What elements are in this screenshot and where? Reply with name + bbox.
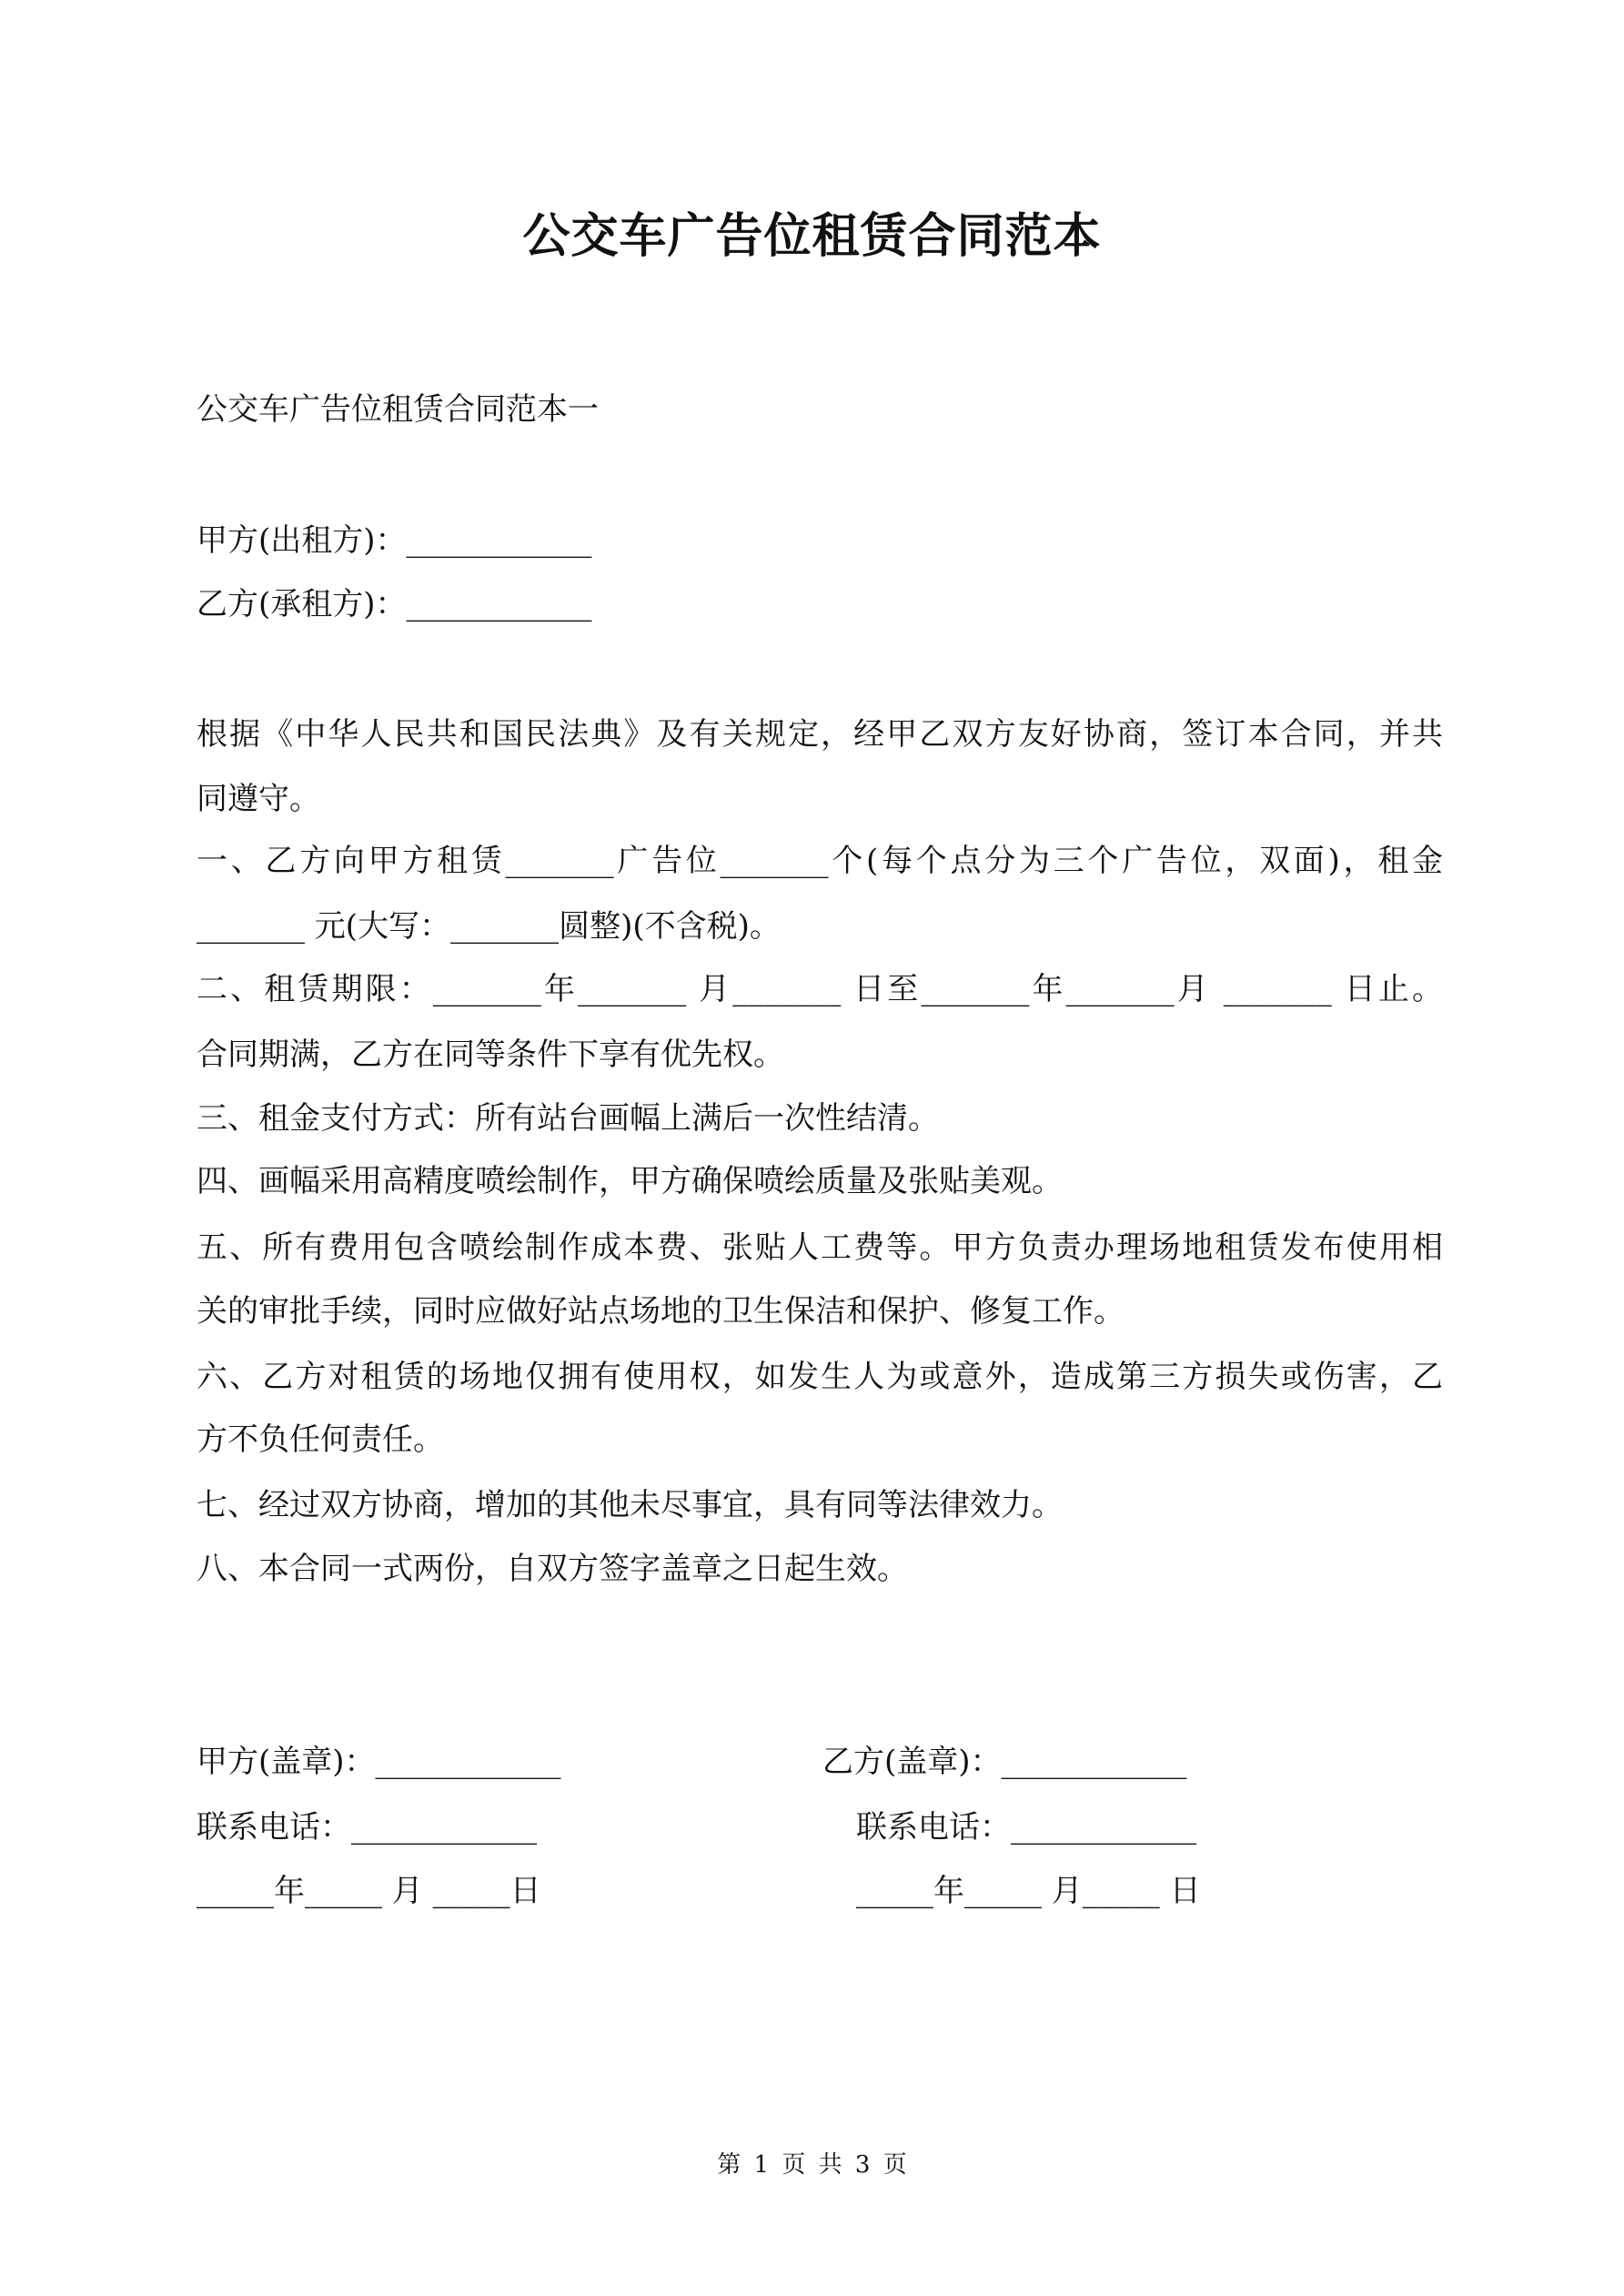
- clause-3: 三、租金支付方式：所有站台画幅上满后一次性结清。: [197, 1100, 939, 1137]
- clause-1-line-2: _______ 元(大写：_______圆整)(不含税)。: [197, 908, 781, 945]
- clause-6-line-1: 六、乙方对租赁的场地仅拥有使用权，如发生人为或意外，造成第三方损失或伤害，乙: [197, 1359, 1443, 1395]
- party-a-seal: 甲方(盖章)：____________: [197, 1744, 561, 1780]
- party-a-date: _____年_____ 月 _____日: [197, 1873, 541, 1909]
- section-heading: 公交车广告位租赁合同范本一: [197, 391, 599, 428]
- party-b-phone: 联系电话：____________: [856, 1809, 1196, 1846]
- party-b-seal: 乙方(盖章)：____________: [822, 1744, 1187, 1780]
- page-number: 第 1 页 共 3 页: [717, 2151, 907, 2179]
- clause-5-line-1: 五、所有费用包含喷绘制作成本费、张贴人工费等。甲方负责办理场地租赁发布使用相: [197, 1229, 1443, 1266]
- party-b-line: 乙方(承租方)：____________: [197, 586, 592, 622]
- document-title: 公交车广告位租赁合同范本: [522, 208, 1102, 264]
- clause-7: 七、经过双方协商，增加的其他未尽事宜，具有同等法律效力。: [197, 1487, 1063, 1523]
- clause-6-line-2: 方不负任何责任。: [197, 1421, 444, 1458]
- preamble-line-1: 根据《中华人民共和国民法典》及有关规定，经甲乙双方友好协商，签订本合同，并共: [197, 716, 1443, 753]
- clause-4: 四、画幅采用高精度喷绘制作，甲方确保喷绘质量及张贴美观。: [197, 1163, 1063, 1199]
- clause-8: 八、本合同一式两份，自双方签字盖章之日起生效。: [197, 1551, 908, 1587]
- party-a-phone: 联系电话：____________: [197, 1809, 537, 1846]
- party-a-line: 甲方(出租方)：____________: [197, 522, 592, 559]
- clause-5-line-2: 关的审批手续，同时应做好站点场地的卫生保洁和保护、修复工作。: [197, 1293, 1125, 1330]
- clause-1-line-1: 一、乙方向甲方租赁_______广告位_______个(每个点分为三个广告位，双面)，租金: [197, 843, 1443, 879]
- clause-2-line-1: 二、租赁期限：_______年_______ 月_______ 日至_______年_______月 _______ 日止。: [197, 971, 1443, 1007]
- preamble-line-2: 同遵守。: [197, 781, 320, 817]
- clause-2-line-2: 合同期满，乙方在同等条件下享有优先权。: [197, 1037, 784, 1073]
- party-b-date: _____年_____ 月_____ 日: [856, 1873, 1201, 1909]
